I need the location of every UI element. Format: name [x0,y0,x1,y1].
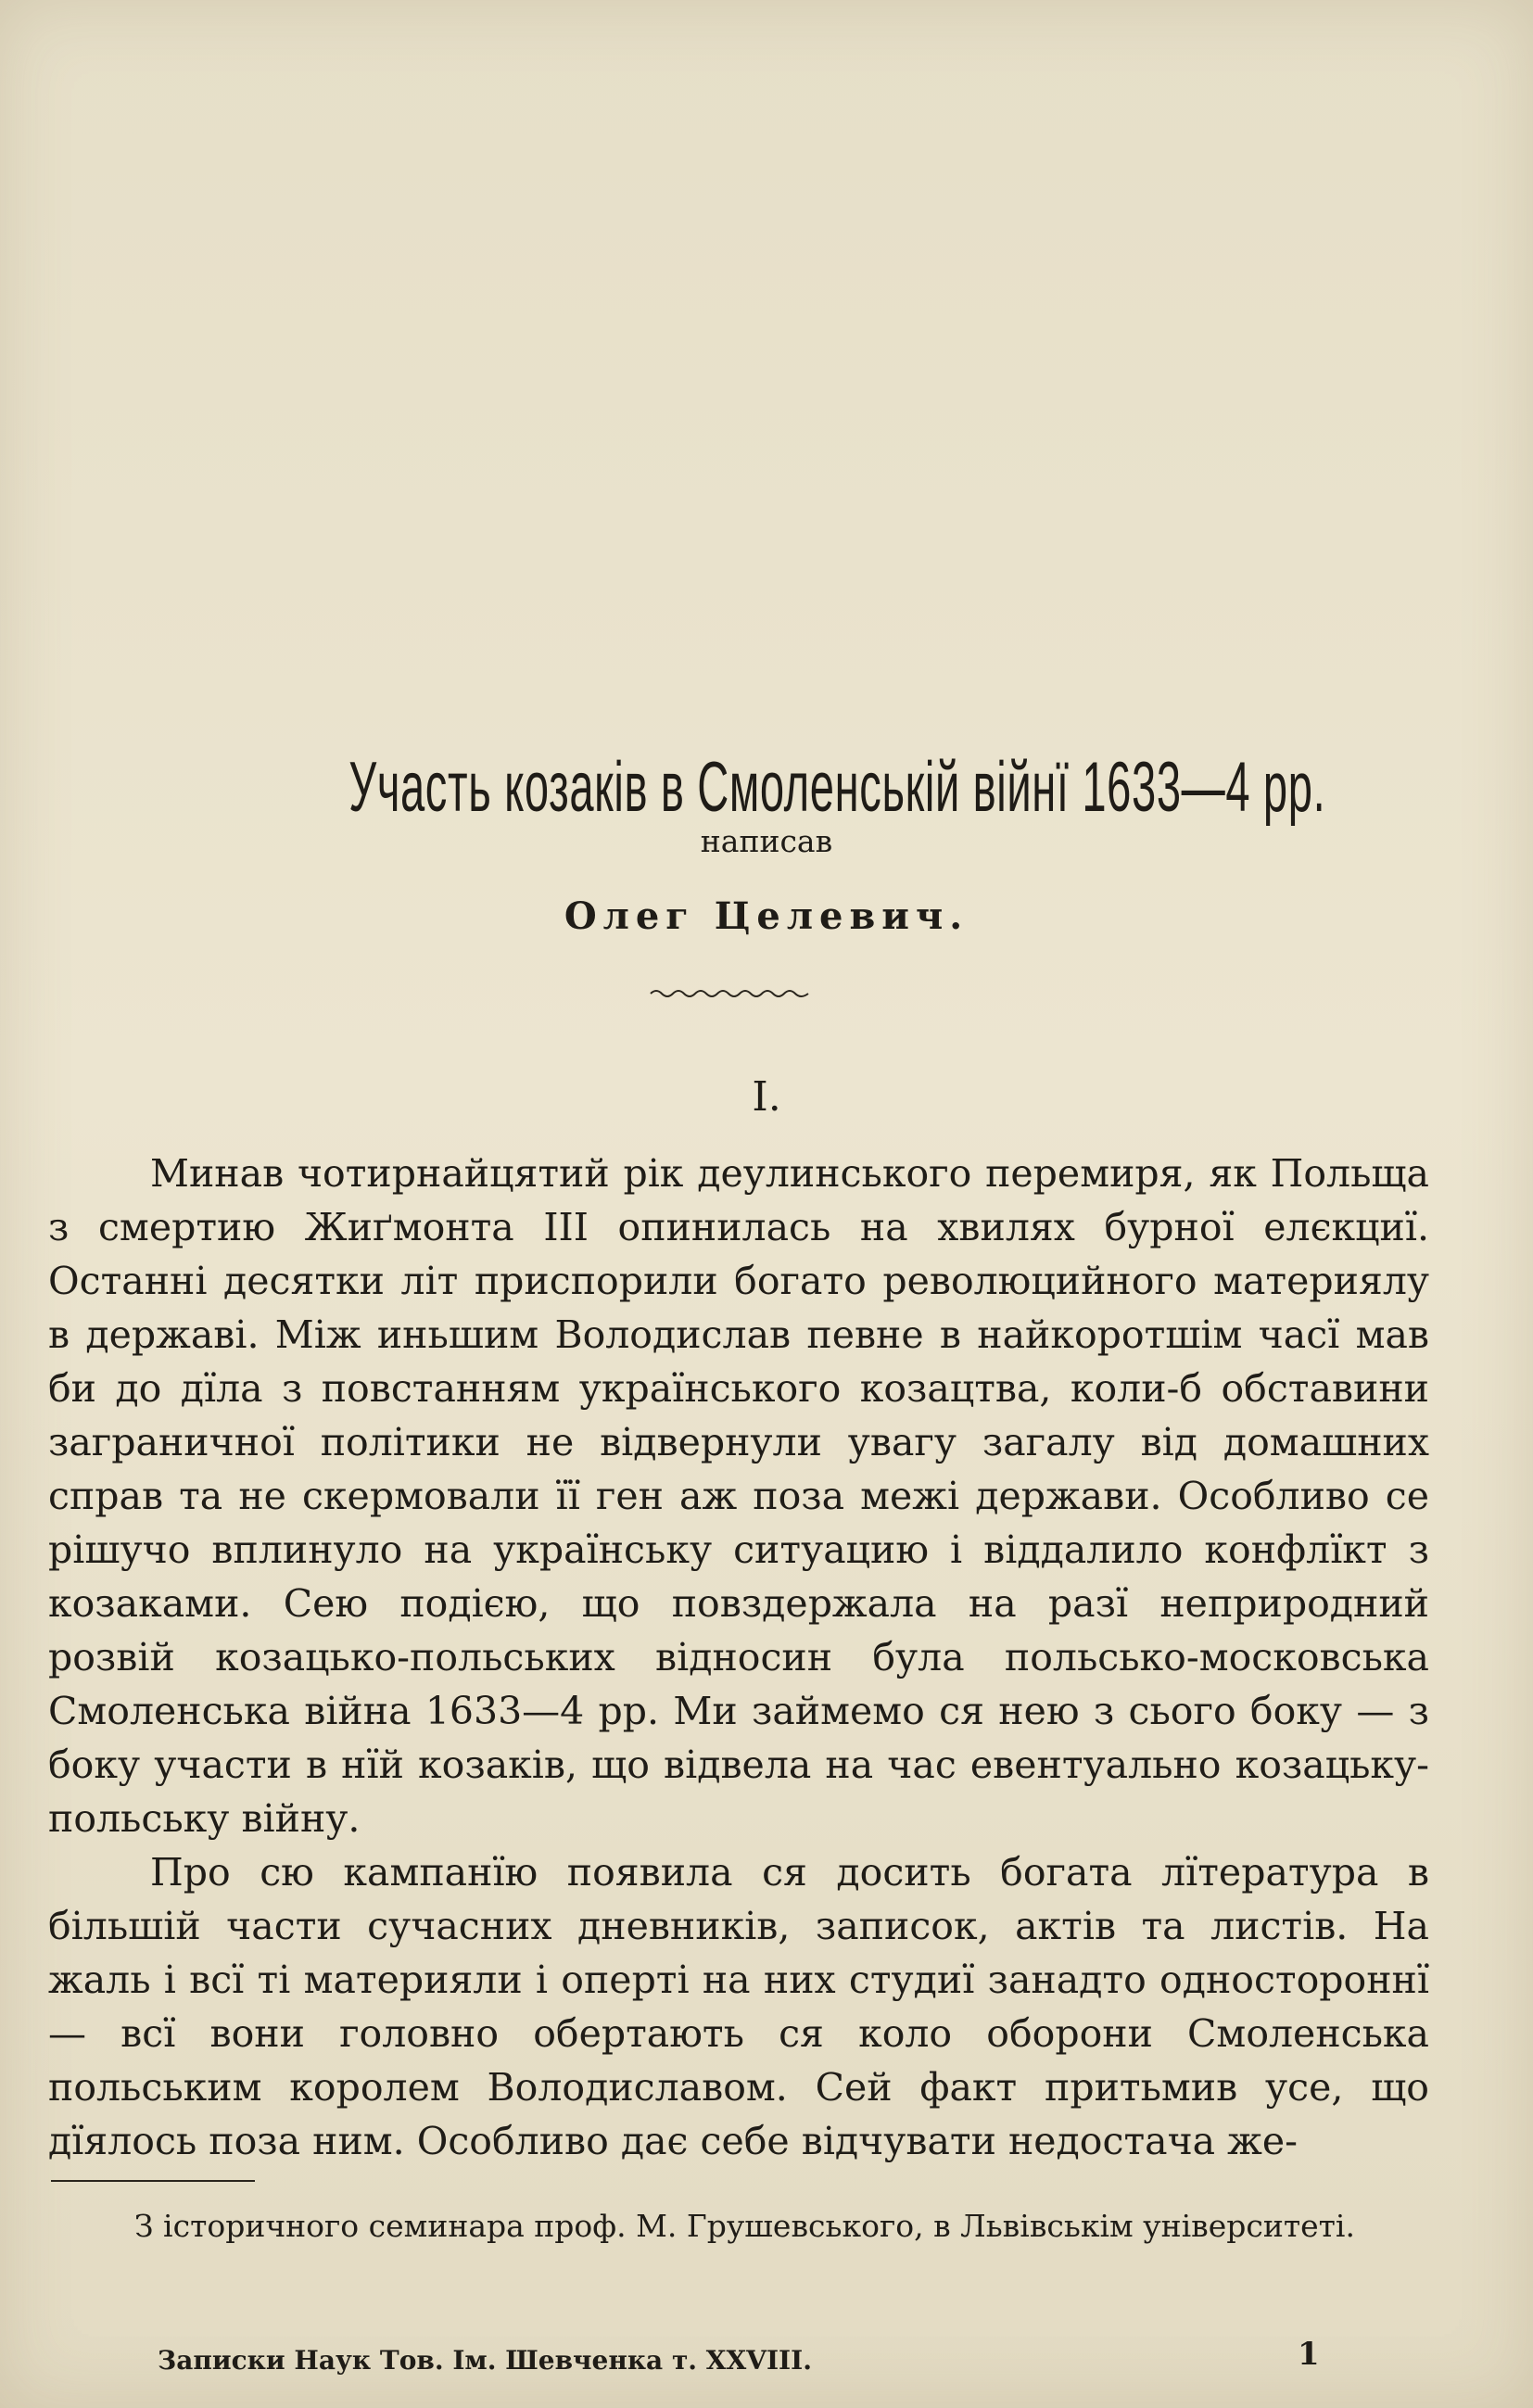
page-number: 1 [1298,2336,1320,2373]
author-name: Олег Целевич. [564,894,969,938]
paragraph-1: Минав чотирнайцятий рік деулинського перемиря, як Польща з смертию Жиґмонта III опинилась на хвилях бурної елєкциї. Останні десятки літ приспорили богато революцийного материялу в державі. Між иньшим Володислав певне в найкоротшім часї мав би до дїла з повстанням українського козацтва, коли-б обставини заграничної політики не відвернули увагу загалу від домашних справ та не скермовали її ген аж поза межі держави. Особливо се рішучо вплинуло на українську ситуацию і віддалило конфлїкт з козаками. Сею подією, що повздержала на разї неприродний розвій козацько-польських відносин була польсько-московська Смоленська війна 1633—4 рр. Ми займемо ся нею з сього боку — з боку участи в нїй козаків, що відвела на час евентуально козацьку-польську війну. [48,1151,1429,1841]
body-text [48,1147,1429,2168]
wavy-ornament-icon [649,984,811,1003]
byline: написав [700,823,833,859]
paragraph-2: Про сю кампанїю появила ся досить богата лїтература в більшій части сучасних дневників, записок, актів та листів. На жаль і всї ті материяли і оперті на них студиї занадто одностороннї — всї вони головно обертають ся коло оборони Смоленська польським королем Володиславом. Сей факт притьмив усе, що дїялось поза ним. Особливо дає себе відчувати недостача же- [48,1850,1429,2163]
article-title: Участь козаків в Смоленській війнї 1633—4 рр. [348,747,1326,827]
journal-signature: Записки Наук Тов. Ім. Шевченка т. XXVIII. [158,2345,813,2376]
footnote-separator [51,2180,255,2182]
section-number: I. [752,1073,781,1121]
footnote: З історичного семинара проф. М. Грушевського, в Львівськім університеті. [134,2208,1355,2244]
